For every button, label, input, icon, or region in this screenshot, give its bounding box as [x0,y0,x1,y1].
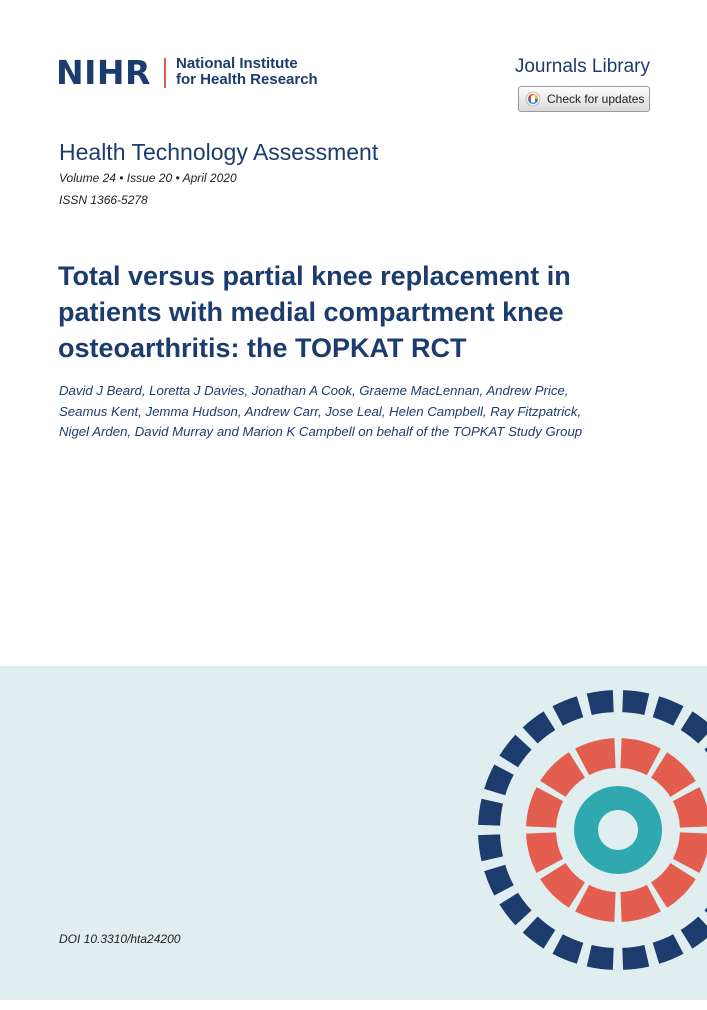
logo-line-1: National Institute [176,55,298,72]
ring-outer-segment [622,690,649,715]
ring-middle-segment [526,832,563,872]
ring-outer-segment [622,945,649,970]
check-for-updates-button[interactable] [518,86,650,112]
ring-middle [526,738,707,922]
ring-outer-segment [523,916,556,948]
ring-middle-segment [526,787,563,827]
journals-library-label: Journals Library [514,56,650,77]
ring-middle-segment [673,832,707,872]
issn: ISSN 1366-5278 [59,193,148,207]
ring-middle-segment [620,738,660,775]
journal-title: Health Technology Assessment [59,139,379,165]
ring-outer-segment [484,764,514,795]
ring-outer-segment [552,696,583,726]
ring-outer-segment [499,735,531,768]
article-title: Total versus partial knee replacement in patients with medial compartment knee osteoarthritis: the TOPKAT RCT [58,261,571,363]
ring-middle-segment [620,885,660,922]
ring-middle-segment [651,863,696,908]
logo-wordmark: NIHR [56,53,151,92]
ring-outer-segment [499,893,531,926]
ring-middle-segment [651,752,696,797]
logo-tagline [176,56,318,88]
ring-outer-segment [653,696,684,726]
ring-middle-segment [673,787,707,827]
doi: DOI 10.3310/hta24200 [59,932,181,946]
ring-outer-segment [484,865,514,896]
concentric-rings-graphic [468,680,707,1010]
ring-inner [586,798,650,862]
ring-outer-segment [587,690,614,715]
ring-outer-segment [681,916,707,948]
ring-outer-segment [478,799,503,826]
ring-outer-segment [653,934,684,964]
ring-middle-segment [540,752,585,797]
ring-outer-segment [681,711,707,743]
check-for-updates-label: Check for updates [547,92,645,106]
issue-line: Volume 24 • Issue 20 • April 2020 [59,171,237,185]
crossmark-icon [525,91,541,107]
ring-middle-segment [575,738,615,775]
logo-divider [164,58,166,88]
ring-outer-segment [523,711,556,743]
ring-outer-segment [587,945,614,970]
ring-outer-segment [478,834,503,861]
ring-middle-segment [575,885,615,922]
logo-line-2: for Health Research [176,71,318,88]
author-list: David J Beard, Loretta J Davies, Jonathan A Cook, Graeme MacLennan, Andrew Price, Seamus Kent, Jemma Hudson, Andrew Carr, Jose Leal, Helen Campbell, Ray Fitzpatrick, Nigel Arden, David Murray and Marion K Campbell on behalf of the TOPKAT Study Group [59,383,583,439]
ring-outer-segment [552,934,583,964]
ring-middle-segment [540,863,585,908]
